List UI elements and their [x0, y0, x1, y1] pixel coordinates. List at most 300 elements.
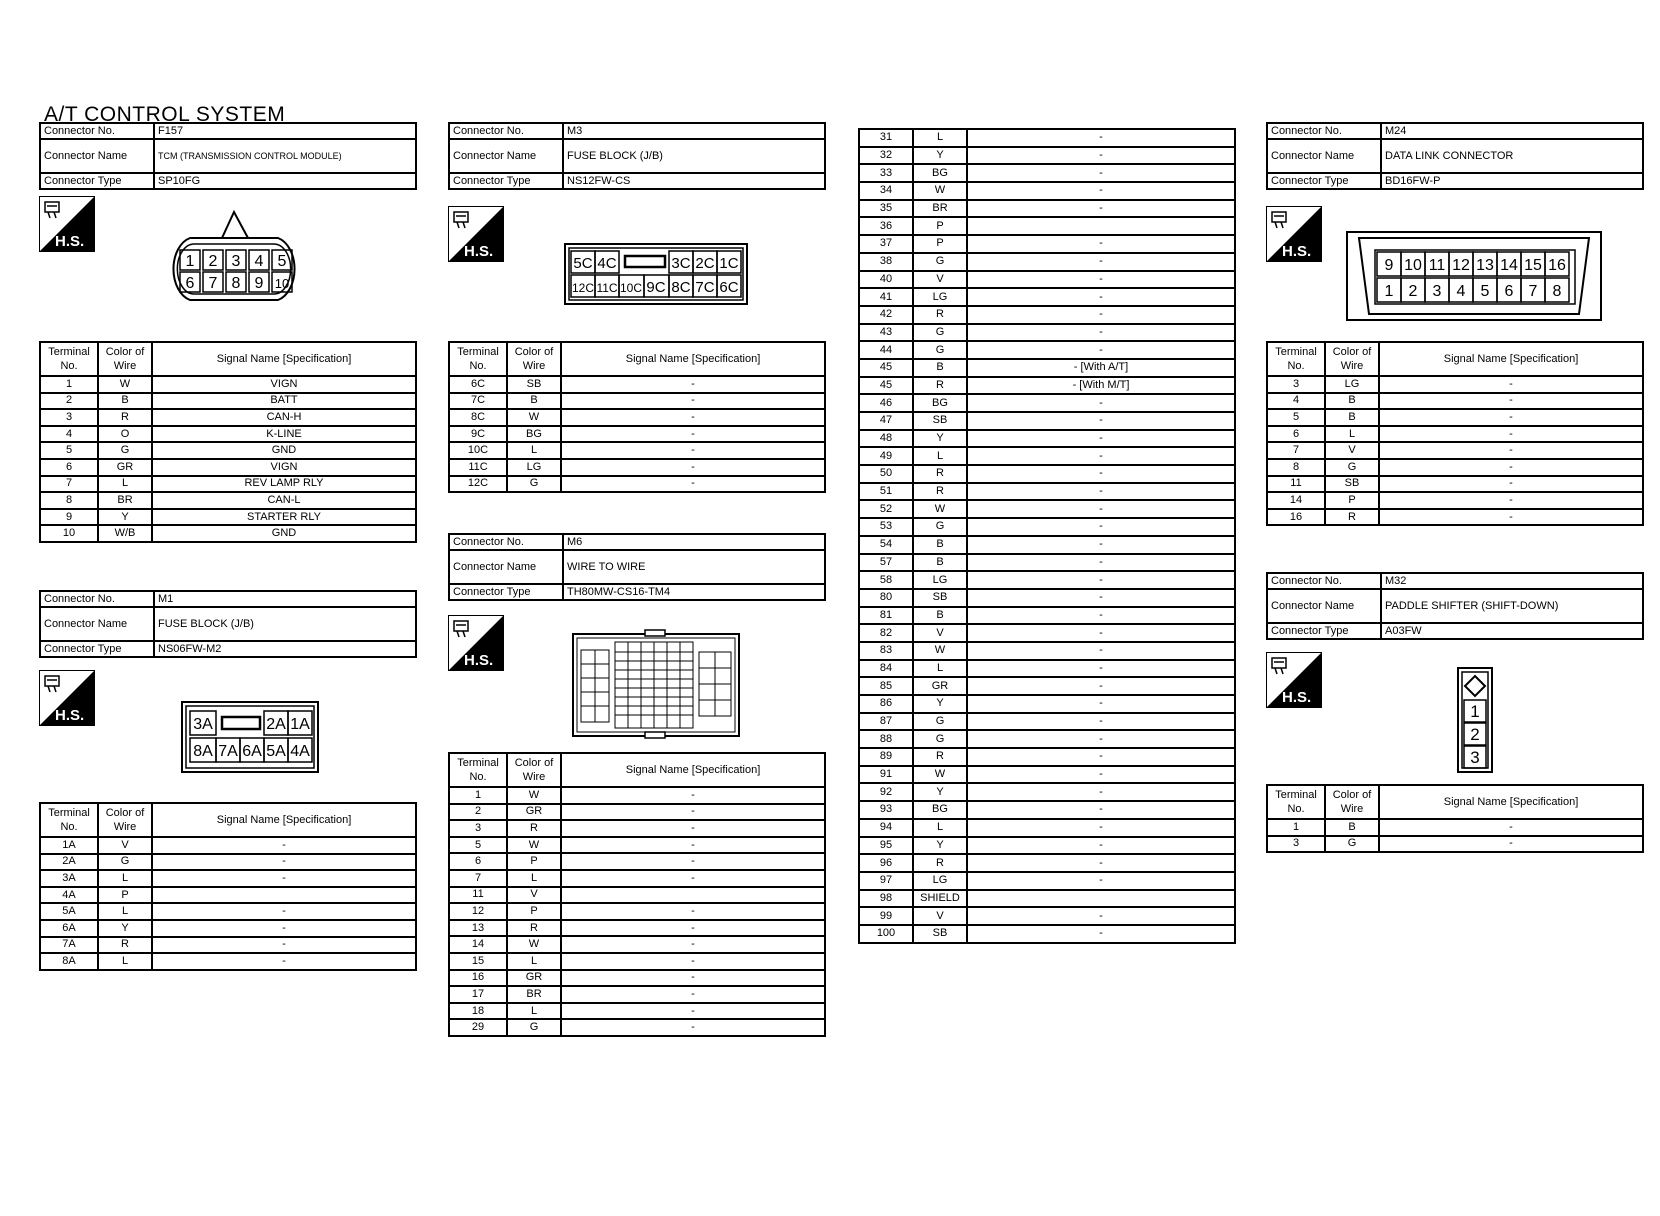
table-row	[449, 920, 825, 937]
table-row	[449, 837, 825, 854]
table-row	[859, 306, 1235, 324]
pin: 2	[208, 253, 218, 270]
signal-name: -	[967, 801, 1235, 819]
pin: 9	[1384, 257, 1394, 274]
pin: 2	[1470, 725, 1480, 744]
header-signal-name: Signal Name [Specification]	[152, 342, 416, 376]
signal-name: -	[561, 970, 825, 987]
signal-name: -	[152, 870, 416, 887]
table-row	[859, 500, 1235, 518]
table-row	[1267, 442, 1643, 459]
terminal-no: 5	[449, 837, 507, 854]
terminal-no: 8	[40, 492, 98, 509]
terminal-no: 3	[1267, 836, 1325, 853]
pin: 2C	[695, 255, 715, 272]
wire-color: B	[913, 554, 967, 572]
terminal-no: 42	[859, 306, 913, 324]
signal-name: -	[561, 376, 825, 393]
wire-color: SB	[1325, 476, 1379, 493]
signal-name: -	[967, 748, 1235, 766]
table-row	[859, 783, 1235, 801]
table-row	[40, 492, 416, 509]
wire-color: G	[913, 713, 967, 731]
terminal-no: 35	[859, 200, 913, 218]
wire-color: GR	[98, 459, 152, 476]
table-row	[859, 660, 1235, 678]
terminal-no: 6	[1267, 426, 1325, 443]
pin: 9C	[646, 279, 666, 296]
terminal-no: 11	[449, 887, 507, 904]
signal-name: -	[561, 837, 825, 854]
label-connector-type: Connector Type	[449, 173, 563, 189]
pin: 4C	[597, 255, 617, 272]
table-row	[449, 1003, 825, 1020]
wire-color: L	[1325, 426, 1379, 443]
table-row	[40, 937, 416, 954]
header-signal-name: Signal Name [Specification]	[1379, 785, 1643, 819]
table-row	[40, 476, 416, 493]
wire-color: BR	[913, 200, 967, 218]
table-row	[859, 801, 1235, 819]
label-connector-name: Connector Name	[1267, 589, 1381, 623]
signal-name: -	[967, 607, 1235, 625]
connector-m24-info	[1266, 122, 1644, 190]
signal-name: - [With M/T]	[967, 377, 1235, 395]
terminal-no: 98	[859, 890, 913, 908]
header-terminal-no: Terminal No.	[449, 342, 507, 376]
m6-type: TH80MW-CS16-TM4	[563, 584, 825, 600]
pin: 3C	[671, 255, 691, 272]
signal-name: -	[152, 920, 416, 937]
signal-name: CAN-H	[152, 409, 416, 426]
m1-type: NS06FW-M2	[154, 641, 416, 657]
wire-color: P	[913, 235, 967, 253]
wire-color: B	[913, 607, 967, 625]
connector-m24-diagram	[1345, 230, 1603, 322]
terminal-no: 1	[40, 376, 98, 393]
wire-color: GR	[507, 804, 561, 821]
signal-name: CAN-L	[152, 492, 416, 509]
header-signal-name: Signal Name [Specification]	[561, 753, 825, 787]
table-row	[449, 787, 825, 804]
terminal-no: 31	[859, 129, 913, 147]
table-row	[40, 525, 416, 542]
wire-color: G	[913, 730, 967, 748]
signal-name: -	[967, 465, 1235, 483]
terminal-no: 45	[859, 359, 913, 377]
header-terminal-no: Terminal No.	[40, 803, 98, 837]
table-row	[859, 253, 1235, 271]
wire-color: G	[913, 341, 967, 359]
terminal-no: 86	[859, 695, 913, 713]
table-row	[859, 872, 1235, 890]
wire-color: Y	[913, 695, 967, 713]
signal-name: -	[967, 447, 1235, 465]
label-connector-name: Connector Name	[40, 607, 154, 641]
pin: 1	[1470, 702, 1480, 721]
terminal-no: 87	[859, 713, 913, 731]
terminal-no: 82	[859, 624, 913, 642]
terminal-no: 36	[859, 217, 913, 235]
header-terminal-no: Terminal No.	[449, 753, 507, 787]
svg-text:H.S.: H.S.	[55, 233, 85, 250]
signal-name: -	[967, 147, 1235, 165]
signal-name: -	[967, 624, 1235, 642]
pin: 10	[274, 276, 290, 291]
wire-color: L	[913, 129, 967, 147]
wire-color: L	[913, 447, 967, 465]
terminal-no: 12C	[449, 476, 507, 493]
wire-color: R	[913, 465, 967, 483]
table-row	[859, 677, 1235, 695]
table-row	[40, 509, 416, 526]
table-row	[40, 426, 416, 443]
signal-name: -	[967, 412, 1235, 430]
terminal-no: 92	[859, 783, 913, 801]
wire-color: W	[913, 766, 967, 784]
table-row	[449, 804, 825, 821]
signal-name: K-LINE	[152, 426, 416, 443]
wire-color: V	[913, 271, 967, 289]
m3-type: NS12FW-CS	[563, 173, 825, 189]
signal-name: -	[967, 819, 1235, 837]
signal-name: VIGN	[152, 459, 416, 476]
table-row	[859, 907, 1235, 925]
table-row	[449, 393, 825, 410]
signal-name: -	[561, 870, 825, 887]
wire-color: G	[507, 476, 561, 493]
m32-no: M32	[1381, 573, 1643, 589]
table-row	[859, 589, 1235, 607]
table-row	[40, 953, 416, 970]
table-row	[859, 748, 1235, 766]
table-row	[40, 459, 416, 476]
connector-m6-terminals	[448, 752, 826, 1037]
wire-color: R	[507, 920, 561, 937]
wire-color: W	[98, 376, 152, 393]
terminal-no: 6	[449, 853, 507, 870]
signal-name: -	[561, 459, 825, 476]
terminal-no: 50	[859, 465, 913, 483]
terminal-no: 14	[449, 936, 507, 953]
signal-name: -	[967, 200, 1235, 218]
terminal-no: 1	[1267, 819, 1325, 836]
wire-color: LG	[913, 872, 967, 890]
table-row	[859, 890, 1235, 908]
pin: 10	[1404, 257, 1422, 274]
terminal-no: 1	[449, 787, 507, 804]
wire-color: W	[913, 642, 967, 660]
terminal-no: 1A	[40, 837, 98, 854]
label-connector-no: Connector No.	[449, 123, 563, 139]
signal-name: -	[561, 903, 825, 920]
connector-f157-diagram	[160, 208, 308, 302]
m3-name: FUSE BLOCK (J/B)	[563, 139, 825, 173]
table-row	[859, 465, 1235, 483]
terminal-no: 95	[859, 837, 913, 855]
wire-color: SB	[913, 925, 967, 943]
signal-name: -	[967, 288, 1235, 306]
terminal-no: 89	[859, 748, 913, 766]
table-row	[449, 936, 825, 953]
connector-m1-info	[39, 590, 417, 658]
pin: 1C	[719, 255, 739, 272]
pin: 10C	[619, 281, 643, 295]
pin: 2	[1408, 283, 1418, 300]
wire-color: L	[98, 903, 152, 920]
terminal-no: 6	[40, 459, 98, 476]
terminal-no: 93	[859, 801, 913, 819]
label-connector-type: Connector Type	[1267, 173, 1381, 189]
wire-color: L	[98, 870, 152, 887]
terminal-no: 12	[449, 903, 507, 920]
wire-color: B	[507, 393, 561, 410]
wire-color: O	[98, 426, 152, 443]
table-row	[40, 393, 416, 410]
table-row	[1267, 836, 1643, 853]
table-row	[859, 341, 1235, 359]
table-row	[859, 624, 1235, 642]
terminal-no: 3A	[40, 870, 98, 887]
terminal-no: 45	[859, 377, 913, 395]
table-row	[449, 376, 825, 393]
terminal-no: 8C	[449, 409, 507, 426]
hs-icon	[39, 196, 95, 252]
wire-color: R	[98, 937, 152, 954]
header-signal-name: Signal Name [Specification]	[561, 342, 825, 376]
signal-name: VIGN	[152, 376, 416, 393]
pin: 5	[277, 253, 287, 270]
table-row	[40, 870, 416, 887]
header-color-of-wire: Color of Wire	[98, 342, 152, 376]
wire-color: G	[1325, 836, 1379, 853]
label-connector-no: Connector No.	[1267, 123, 1381, 139]
pin: 5	[1480, 283, 1490, 300]
terminal-no: 58	[859, 571, 913, 589]
table-row	[40, 409, 416, 426]
wire-color: R	[98, 409, 152, 426]
table-row	[449, 986, 825, 1003]
signal-name: -	[1379, 476, 1643, 493]
table-row	[40, 854, 416, 871]
pin: 12C	[571, 281, 595, 295]
header-signal-name: Signal Name [Specification]	[152, 803, 416, 837]
signal-name: -	[967, 571, 1235, 589]
table-row	[449, 409, 825, 426]
connector-m6-terminals-continued	[858, 128, 1236, 944]
pin: 8	[231, 275, 241, 292]
signal-name: -	[967, 730, 1235, 748]
wire-color: B	[1325, 409, 1379, 426]
terminal-no: 91	[859, 766, 913, 784]
signal-name	[561, 887, 825, 904]
signal-name: -	[561, 986, 825, 1003]
terminal-no: 88	[859, 730, 913, 748]
terminal-no: 40	[859, 271, 913, 289]
svg-text:H.S.: H.S.	[464, 652, 494, 669]
signal-name: -	[1379, 836, 1643, 853]
signal-name: -	[967, 713, 1235, 731]
signal-name: -	[967, 306, 1235, 324]
m24-name: DATA LINK CONNECTOR	[1381, 139, 1643, 173]
signal-name	[967, 217, 1235, 235]
wire-color: B	[1325, 819, 1379, 836]
signal-name: -	[967, 783, 1235, 801]
connector-m3-diagram	[563, 242, 749, 306]
wire-color: G	[1325, 459, 1379, 476]
svg-text:H.S.: H.S.	[464, 243, 494, 260]
signal-name: -	[967, 854, 1235, 872]
signal-name: -	[561, 787, 825, 804]
signal-name: STARTER RLY	[152, 509, 416, 526]
terminal-no: 18	[449, 1003, 507, 1020]
pin: 1	[1384, 283, 1394, 300]
label-connector-type: Connector Type	[1267, 623, 1381, 639]
pin: 4	[1456, 283, 1466, 300]
pin: 3A	[193, 716, 213, 733]
connector-m32-diagram	[1456, 666, 1494, 774]
pin: 7C	[695, 279, 715, 296]
pin: 8	[1552, 283, 1562, 300]
wire-color: V	[913, 907, 967, 925]
wire-color: W/B	[98, 525, 152, 542]
table-row	[1267, 476, 1643, 493]
signal-name: -	[967, 324, 1235, 342]
connector-m24-terminals	[1266, 341, 1644, 526]
table-row	[859, 819, 1235, 837]
table-row	[449, 903, 825, 920]
signal-name: -	[152, 953, 416, 970]
wire-color: Y	[913, 430, 967, 448]
table-row	[859, 554, 1235, 572]
table-row	[859, 235, 1235, 253]
table-row	[859, 412, 1235, 430]
hs-icon	[448, 615, 504, 671]
label-connector-no: Connector No.	[40, 123, 154, 139]
terminal-no: 7A	[40, 937, 98, 954]
terminal-no: 8A	[40, 953, 98, 970]
table-row	[859, 766, 1235, 784]
pin: 7A	[218, 743, 238, 760]
terminal-no: 48	[859, 430, 913, 448]
wire-color: R	[1325, 509, 1379, 526]
pin: 4A	[290, 743, 310, 760]
wire-color: R	[913, 483, 967, 501]
terminal-no: 51	[859, 483, 913, 501]
connector-m6-diagram	[571, 628, 741, 740]
terminal-no: 85	[859, 677, 913, 695]
terminal-no: 97	[859, 872, 913, 890]
table-row	[859, 854, 1235, 872]
m1-no: M1	[154, 591, 416, 607]
label-connector-type: Connector Type	[40, 641, 154, 657]
wire-color: BR	[98, 492, 152, 509]
signal-name: -	[561, 393, 825, 410]
pin: 3	[1470, 748, 1480, 767]
label-connector-name: Connector Name	[40, 139, 154, 173]
table-row	[859, 925, 1235, 943]
terminal-no: 7	[40, 476, 98, 493]
terminal-no: 15	[449, 953, 507, 970]
signal-name: -	[561, 853, 825, 870]
table-row	[859, 182, 1235, 200]
signal-name: -	[561, 920, 825, 937]
signal-name: -	[967, 483, 1235, 501]
table-row	[40, 903, 416, 920]
signal-name: -	[152, 837, 416, 854]
table-row	[859, 164, 1235, 182]
wire-color: W	[507, 787, 561, 804]
connector-f157-info	[39, 122, 417, 190]
table-row	[859, 642, 1235, 660]
svg-text:H.S.: H.S.	[1282, 689, 1312, 706]
terminal-no: 84	[859, 660, 913, 678]
signal-name: -	[561, 820, 825, 837]
table-row	[40, 837, 416, 854]
table-row	[449, 870, 825, 887]
pin: 2A	[266, 716, 286, 733]
page-title: A/T CONTROL SYSTEM	[44, 103, 286, 126]
header-color-of-wire: Color of Wire	[1325, 342, 1379, 376]
pin: 8C	[671, 279, 691, 296]
signal-name: -	[561, 1019, 825, 1036]
signal-name: -	[152, 903, 416, 920]
signal-name: -	[561, 476, 825, 493]
signal-name: -	[561, 1003, 825, 1020]
signal-name: GND	[152, 442, 416, 459]
terminal-no: 81	[859, 607, 913, 625]
terminal-no: 3	[1267, 376, 1325, 393]
table-row	[859, 518, 1235, 536]
pin: 11	[1428, 257, 1446, 274]
wire-color: BG	[913, 164, 967, 182]
wire-color: R	[913, 748, 967, 766]
header-color-of-wire: Color of Wire	[1325, 785, 1379, 819]
terminal-no: 32	[859, 147, 913, 165]
m3-no: M3	[563, 123, 825, 139]
wire-color: LG	[507, 459, 561, 476]
header-color-of-wire: Color of Wire	[98, 803, 152, 837]
table-row	[40, 887, 416, 904]
table-row	[859, 359, 1235, 377]
terminal-no: 10	[40, 525, 98, 542]
terminal-no: 46	[859, 394, 913, 412]
signal-name: -	[1379, 459, 1643, 476]
signal-name: -	[152, 854, 416, 871]
label-connector-type: Connector Type	[449, 584, 563, 600]
svg-text:H.S.: H.S.	[55, 707, 85, 724]
terminal-no: 53	[859, 518, 913, 536]
pin: 1	[185, 253, 195, 270]
wire-color: BG	[913, 801, 967, 819]
m32-type: A03FW	[1381, 623, 1643, 639]
terminal-no: 47	[859, 412, 913, 430]
pin: 5A	[266, 743, 286, 760]
connector-m1-terminals	[39, 802, 417, 971]
table-row	[859, 200, 1235, 218]
signal-name: -	[1379, 442, 1643, 459]
signal-name: -	[1379, 426, 1643, 443]
wire-color: Y	[913, 783, 967, 801]
label-connector-name: Connector Name	[1267, 139, 1381, 173]
table-row	[859, 394, 1235, 412]
signal-name: -	[561, 409, 825, 426]
wire-color: L	[913, 660, 967, 678]
label-connector-no: Connector No.	[449, 534, 563, 550]
header-terminal-no: Terminal No.	[1267, 785, 1325, 819]
signal-name: -	[561, 442, 825, 459]
table-row	[859, 147, 1235, 165]
